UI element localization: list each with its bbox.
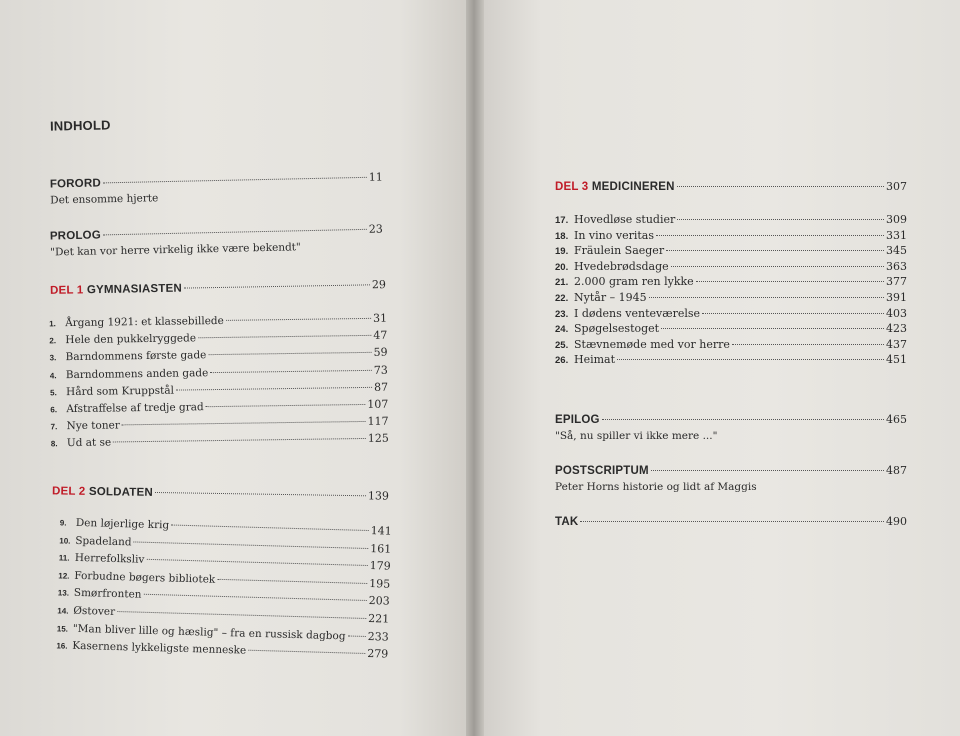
leader-dots (580, 521, 884, 522)
forord-page: 11 (368, 170, 383, 184)
chapter-row (555, 291, 907, 307)
chapter-number: 11. (58, 553, 70, 563)
del2-chapter-list (56, 515, 392, 665)
chapter-row (555, 275, 907, 291)
chapter-page: 345 (886, 244, 907, 258)
chapter-page: 233 (367, 629, 389, 644)
leader-dots (210, 369, 372, 372)
leader-dots (602, 419, 884, 420)
del1-label: GYMNASIASTEN (86, 282, 183, 297)
chapter-title: Ud at se (66, 436, 112, 450)
chapter-number: 6. (50, 405, 58, 415)
del3-chapter-list (555, 213, 907, 369)
chapter-title: Smørfronten (73, 587, 142, 602)
chapter-page: 141 (370, 524, 392, 538)
chapter-page: 331 (886, 228, 907, 242)
chapter-page: 377 (886, 275, 907, 289)
chapter-number: 13. (57, 588, 70, 599)
tak-page: 490 (886, 515, 907, 528)
chapter-number: 10. (59, 535, 71, 546)
del3-page: 307 (886, 180, 907, 193)
chapter-row (555, 307, 907, 323)
chapter-row (555, 244, 907, 260)
chapter-row (555, 338, 907, 354)
chapter-title: Herrefolksliv (74, 552, 145, 566)
chapter-number: 16. (56, 641, 68, 651)
chapter-number: 12. (58, 571, 70, 581)
del3-label: MEDICINEREN (591, 181, 675, 193)
leader-dots (171, 524, 369, 531)
chapter-title: I dødens venteværelse (574, 306, 701, 320)
chapter-title: Forbudne bøgers bibliotek (74, 569, 216, 586)
chapter-title: Barndommens første gade (65, 349, 207, 364)
leader-dots (656, 235, 884, 236)
chapter-title: Hvedebrødsdage (574, 259, 669, 273)
leader-dots (348, 635, 366, 637)
epilog-entry (555, 413, 907, 442)
chapter-title: Hovedløse studier (574, 213, 676, 226)
postscriptum-label: POSTSCRIPTUM (555, 465, 649, 477)
leader-dots (146, 559, 367, 566)
leader-dots (248, 650, 365, 654)
leader-dots (198, 335, 371, 338)
leader-dots (617, 359, 884, 360)
prolog-subtitle: "Det kan vor herre virkelig ikke være bekendt" (50, 241, 301, 259)
del2-prefix: DEL 2 (51, 485, 86, 498)
chapter-number: 5. (50, 388, 57, 398)
chapter-row (555, 213, 907, 229)
leader-dots (113, 438, 366, 443)
chapter-number: 21. (555, 277, 569, 289)
chapter-page: 117 (367, 414, 389, 429)
chapter-page: 423 (886, 322, 907, 336)
chapter-page: 203 (368, 594, 390, 609)
chapter-page: 403 (886, 306, 907, 320)
postscriptum-entry (555, 464, 907, 493)
leader-dots (677, 219, 884, 220)
chapter-row (555, 322, 907, 338)
chapter-row (555, 260, 907, 276)
del2-label: SOLDATEN (88, 485, 153, 499)
leader-dots (732, 344, 884, 345)
leader-dots (677, 186, 884, 187)
forord-label: FORORD (49, 177, 102, 191)
chapter-page: 437 (886, 337, 907, 351)
leader-dots (696, 281, 884, 282)
chapter-page: 31 (373, 311, 388, 325)
page-title: INDHOLD (49, 117, 111, 134)
chapter-page: 161 (370, 541, 392, 556)
chapter-page: 279 (367, 647, 389, 661)
leader-dots (176, 387, 372, 391)
chapter-number: 23. (555, 308, 569, 320)
chapter-title: Fräulein Saeger (574, 244, 665, 258)
toc-title (50, 117, 111, 133)
chapter-title: Barndommens anden gade (65, 366, 209, 381)
del3-prefix: DEL 3 (555, 181, 589, 193)
chapter-title: "Man bliver lille og hæslig" – fra en russisk dagbog (72, 622, 346, 642)
prolog-page: 23 (368, 222, 383, 236)
chapter-title: Nytår – 1945 (574, 290, 647, 304)
tak-label: TAK (555, 516, 579, 528)
chapter-number: 8. (50, 439, 58, 449)
postscriptum-page: 487 (886, 464, 907, 477)
leader-dots (103, 177, 367, 184)
leader-dots (649, 297, 884, 298)
chapter-title: Spøgelsestoget (574, 322, 660, 336)
prolog-label: PROLOG (49, 229, 102, 243)
chapter-title: Kasernens lykkeligste menneske (72, 639, 247, 657)
chapter-number: 7. (50, 422, 58, 432)
chapter-title: Stævnemøde med vor herre (574, 337, 730, 351)
chapter-row (555, 229, 907, 245)
leader-dots (134, 541, 369, 549)
chapter-page: 47 (373, 328, 388, 343)
leader-dots (666, 250, 884, 251)
chapter-number: 9. (59, 518, 67, 528)
del1-chapter-list (49, 312, 389, 454)
chapter-page: 87 (373, 380, 389, 394)
leader-dots (103, 229, 367, 236)
forord-subtitle: Det ensomme hjerte (50, 192, 159, 207)
leader-dots (117, 611, 366, 619)
chapter-number: 19. (555, 246, 569, 258)
tak-entry (555, 515, 907, 528)
chapter-page: 73 (373, 363, 388, 377)
del1-page: 29 (371, 278, 387, 292)
chapter-number: 25. (555, 339, 569, 351)
chapter-number: 20. (555, 261, 569, 273)
leader-dots (226, 318, 371, 321)
epilog-page: 465 (886, 413, 907, 426)
chapter-row (555, 353, 907, 369)
book-gutter (466, 0, 484, 736)
chapter-page: 195 (369, 576, 391, 591)
leader-dots (651, 470, 884, 471)
leader-dots (184, 284, 370, 288)
chapter-number: 26. (555, 355, 569, 367)
leader-dots (661, 328, 884, 329)
chapter-page: 179 (369, 559, 391, 573)
leader-dots (206, 404, 366, 407)
chapter-page: 309 (886, 213, 907, 226)
chapter-title: Afstraffelse af tredje grad (66, 401, 204, 416)
epilog-label: EPILOG (555, 414, 600, 426)
postscriptum-subtitle: Peter Horns historie og lidt af Maggis (555, 481, 757, 493)
leader-dots (155, 492, 366, 496)
chapter-page: 363 (886, 259, 907, 273)
chapter-page: 451 (886, 353, 907, 367)
chapter-title: In vino veritas (574, 228, 654, 242)
chapter-number: 1. (49, 319, 56, 329)
chapter-page: 221 (368, 612, 390, 626)
chapter-number: 18. (555, 230, 569, 242)
del1-prefix: DEL 1 (49, 284, 84, 297)
chapter-title: Hele den pukkelryggede (65, 332, 197, 347)
chapter-number: 14. (57, 606, 69, 616)
chapter-number: 3. (49, 353, 57, 363)
del2-page: 139 (367, 489, 390, 503)
chapter-page: 125 (367, 431, 389, 446)
leader-dots (208, 352, 371, 355)
chapter-title: Nye toner (66, 419, 120, 433)
leader-dots (702, 313, 884, 314)
leader-dots (217, 579, 367, 584)
chapter-number: 15. (56, 623, 69, 634)
chapter-title: Årgang 1921: et klassebillede (65, 314, 224, 330)
chapter-title: Spadeland (75, 534, 132, 548)
chapter-number: 4. (49, 370, 57, 380)
del3-heading (555, 180, 907, 193)
chapter-title: Hård som Kruppstål (66, 384, 174, 398)
chapter-title: Den løjerlige krig (75, 516, 170, 532)
chapter-number: 24. (555, 324, 569, 336)
chapter-page: 391 (886, 290, 907, 304)
chapter-number: 22. (555, 292, 569, 304)
leader-dots (144, 594, 367, 601)
chapter-number: 17. (555, 215, 569, 226)
chapter-title: Heimat (574, 353, 616, 367)
chapter-page: 59 (373, 346, 388, 360)
chapter-title: Østover (73, 604, 116, 618)
chapter-title: 2.000 gram ren lykke (574, 275, 694, 289)
leader-dots (671, 266, 884, 267)
chapter-number: 2. (49, 336, 57, 346)
leader-dots (122, 421, 366, 425)
chapter-page: 107 (367, 397, 389, 411)
epilog-subtitle: "Så, nu spiller vi ikke mere ..." (555, 430, 718, 442)
